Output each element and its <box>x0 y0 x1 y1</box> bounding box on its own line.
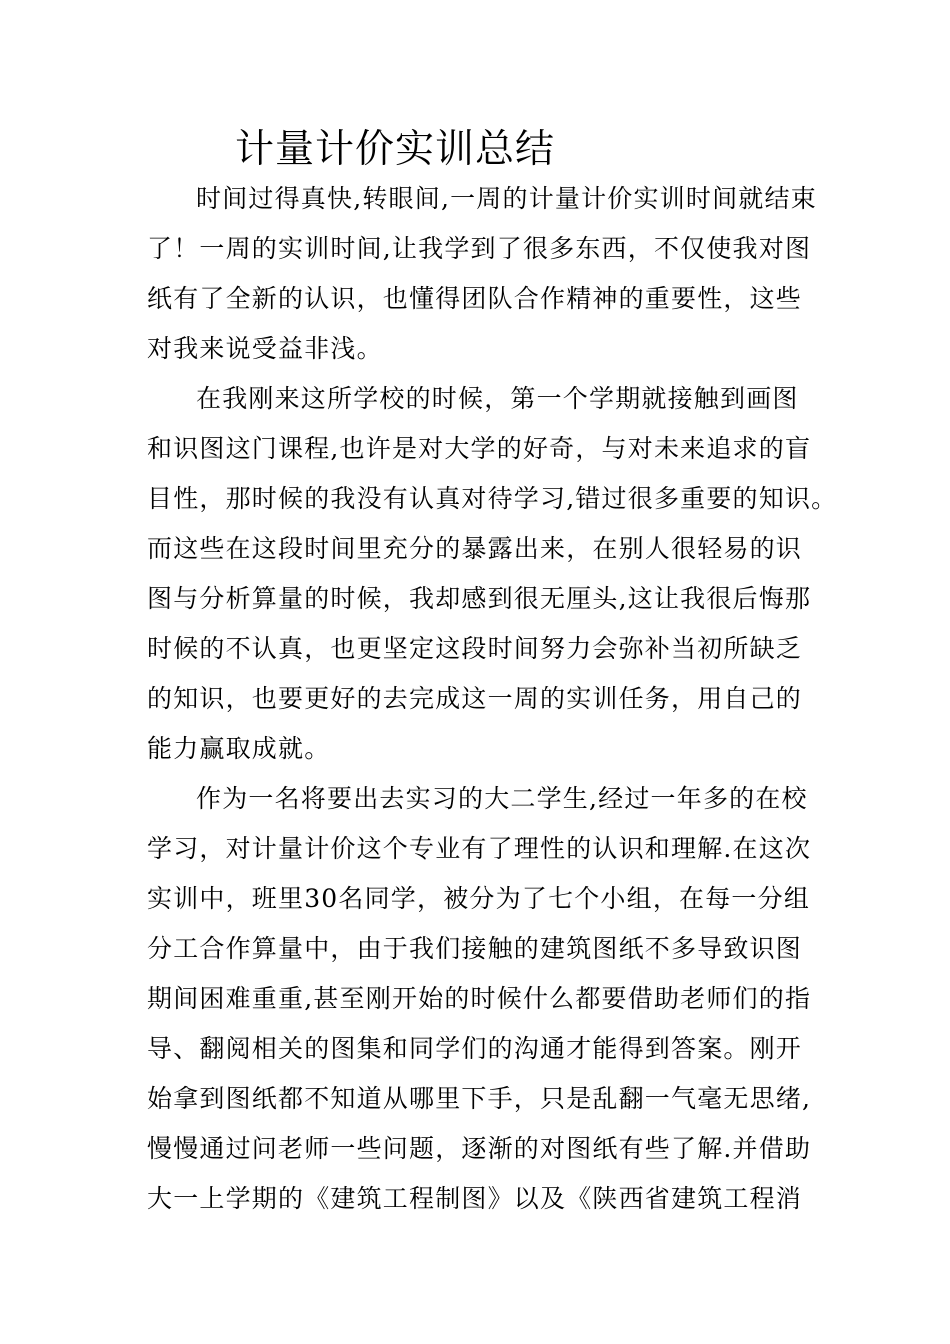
text-line: 大一上学期的《建筑工程制图》以及《陕西省建筑工程消 <box>147 1184 803 1213</box>
text-line: 始拿到图纸都不知道从哪里下手，只是乱翻一气毫无思绪, <box>147 1084 812 1113</box>
text-line: 能力赢取成就。 <box>147 734 331 763</box>
text-line: 期间困难重重,甚至刚开始的时候什么都要借助老师们的指 <box>147 984 812 1013</box>
text-line: 目性，那时候的我没有认真对待学习,错过很多重要的知识。 <box>147 484 838 513</box>
text-line: 了！一周的实训时间,让我学到了很多东西，不仅使我对图 <box>147 234 812 263</box>
text-line: 和识图这门课程,也许是对大学的好奇，与对未来追求的盲 <box>147 434 812 463</box>
text-line: 时间过得真快,转眼间,一周的计量计价实训时间就结束 <box>196 184 817 213</box>
text-line: 学习，对计量计价这个专业有了理性的认识和理解.在这次 <box>147 834 812 863</box>
text-line: 而这些在这段时间里充分的暴露出来，在别人很轻易的识 <box>147 534 803 563</box>
text-line: 纸有了全新的认识，也懂得团队合作精神的重要性，这些 <box>147 284 803 313</box>
text-line: 分工合作算量中，由于我们接触的建筑图纸不多导致识图 <box>147 934 803 963</box>
text-line: 在我刚来这所学校的时候，第一个学期就接触到画图 <box>196 384 799 413</box>
text-line: 时候的不认真，也更坚定这段时间努力会弥补当初所缺乏 <box>147 634 803 663</box>
text-line: 的知识，也要更好的去完成这一周的实训任务，用自己的 <box>147 684 803 713</box>
text-line: 图与分析算量的时候，我却感到很无厘头,这让我很后悔那 <box>147 584 812 613</box>
text-line: 实训中，班里30名同学，被分为了七个小组，在每一分组 <box>147 884 811 913</box>
text-line: 导、翻阅相关的图集和同学们的沟通才能得到答案。刚开 <box>147 1034 803 1063</box>
text-line: 对我来说受益非浅。 <box>147 334 383 363</box>
text-line: 作为一名将要出去实习的大二学生,经过一年多的在校 <box>196 784 808 813</box>
document-title: 计量计价实训总结 <box>235 127 556 172</box>
text-line: 慢慢通过问老师一些问题，逐渐的对图纸有些了解.并借助 <box>147 1134 812 1163</box>
